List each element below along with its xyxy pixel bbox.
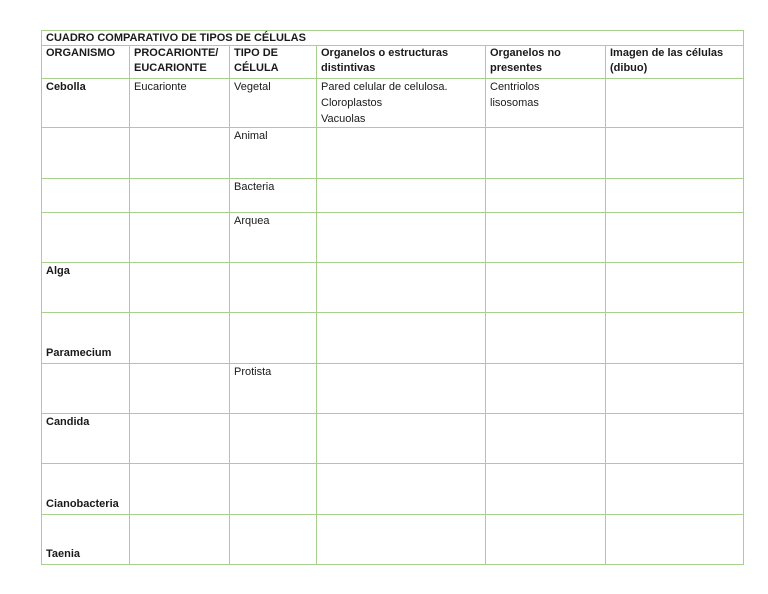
cell-organelos[interactable] xyxy=(317,364,486,414)
cell-tipo[interactable] xyxy=(130,263,230,313)
cell-organelos[interactable] xyxy=(317,179,486,213)
table-row xyxy=(42,128,744,179)
cell-celula[interactable]: Arquea xyxy=(230,213,317,263)
table-row xyxy=(42,414,744,464)
cell-imagen[interactable] xyxy=(606,364,744,414)
cell-imagen[interactable] xyxy=(606,263,744,313)
header-imagen: Imagen de las células (dibuo) xyxy=(606,46,744,79)
table-row xyxy=(42,364,744,414)
cell-organelos[interactable] xyxy=(317,128,486,179)
cell-organismo[interactable]: Cianobacteria xyxy=(42,464,130,515)
cell-no-presentes[interactable] xyxy=(486,414,606,464)
organelo-item: Cloroplastos xyxy=(321,97,383,109)
cell-tipo[interactable] xyxy=(130,464,230,515)
cell-imagen[interactable] xyxy=(606,464,744,515)
cell-no-presentes[interactable] xyxy=(486,364,606,414)
cell-no-presentes[interactable] xyxy=(486,464,606,515)
cell-organelos[interactable] xyxy=(317,414,486,464)
cell-no-presentes[interactable] xyxy=(486,79,606,128)
cell-organismo[interactable]: Cebolla xyxy=(42,79,130,128)
table-row xyxy=(42,515,744,565)
table-row xyxy=(42,263,744,313)
cell-organismo[interactable]: Taenia xyxy=(42,515,130,565)
comparison-table xyxy=(41,30,744,565)
organelo-item: Pared celular de celulosa. xyxy=(321,81,448,93)
cell-organismo[interactable]: Candida xyxy=(42,414,130,464)
cell-celula[interactable] xyxy=(230,464,317,515)
cell-tipo[interactable] xyxy=(130,213,230,263)
cell-imagen[interactable] xyxy=(606,213,744,263)
cell-tipo[interactable] xyxy=(130,515,230,565)
table-row xyxy=(42,464,744,515)
cell-tipo[interactable] xyxy=(130,128,230,179)
header-organismo: ORGANISMO xyxy=(42,46,130,79)
table-row xyxy=(42,179,744,213)
cell-imagen[interactable] xyxy=(606,414,744,464)
cell-tipo[interactable] xyxy=(130,364,230,414)
cell-celula[interactable] xyxy=(230,263,317,313)
cell-celula[interactable]: Protista xyxy=(230,364,317,414)
cell-celula[interactable] xyxy=(230,515,317,565)
cell-organismo[interactable] xyxy=(42,128,130,179)
cell-tipo[interactable] xyxy=(130,414,230,464)
cell-tipo[interactable] xyxy=(130,179,230,213)
no-presente-item: lisosomas xyxy=(490,97,539,109)
cell-no-presentes[interactable] xyxy=(486,515,606,565)
cell-imagen[interactable] xyxy=(606,313,744,364)
table-row xyxy=(42,79,744,128)
cell-organismo[interactable]: Alga xyxy=(42,263,130,313)
table-row xyxy=(42,313,744,364)
cell-organelos[interactable] xyxy=(317,464,486,515)
document-sheet xyxy=(41,30,743,565)
cell-celula[interactable]: Animal xyxy=(230,128,317,179)
cell-organismo[interactable] xyxy=(42,179,130,213)
title-row xyxy=(42,31,744,46)
cell-no-presentes[interactable] xyxy=(486,128,606,179)
cell-imagen[interactable] xyxy=(606,128,744,179)
cell-organelos[interactable] xyxy=(317,213,486,263)
organelo-item: Vacuolas xyxy=(321,113,366,125)
table-title: CUADRO COMPARATIVO DE TIPOS DE CÉLULAS xyxy=(42,31,744,46)
cell-organismo[interactable]: Paramecium xyxy=(42,313,130,364)
cell-organismo[interactable] xyxy=(42,213,130,263)
cell-tipo[interactable]: Eucarionte xyxy=(130,79,230,128)
cell-no-presentes[interactable] xyxy=(486,179,606,213)
cell-organelos[interactable] xyxy=(317,313,486,364)
header-row xyxy=(42,46,744,79)
cell-imagen[interactable] xyxy=(606,179,744,213)
cell-celula[interactable]: Vegetal xyxy=(230,79,317,128)
cell-organelos[interactable] xyxy=(317,515,486,565)
header-organelos-distintivos: Organelos o estructuras distintivas xyxy=(317,46,486,79)
cell-celula[interactable]: Bacteria xyxy=(230,179,317,213)
cell-organismo[interactable] xyxy=(42,364,130,414)
cell-no-presentes[interactable] xyxy=(486,213,606,263)
cell-celula[interactable] xyxy=(230,313,317,364)
table-row xyxy=(42,213,744,263)
header-tipo-de-celula: TIPO DE CÉLULA xyxy=(230,46,317,79)
header-organelos-no-presentes: Organelos no presentes xyxy=(486,46,606,79)
cell-imagen[interactable] xyxy=(606,79,744,128)
cell-imagen[interactable] xyxy=(606,515,744,565)
cell-organelos[interactable] xyxy=(317,79,486,128)
no-presente-item: Centriolos xyxy=(490,81,540,93)
cell-celula[interactable] xyxy=(230,414,317,464)
cell-tipo[interactable] xyxy=(130,313,230,364)
cell-no-presentes[interactable] xyxy=(486,313,606,364)
cell-organelos[interactable] xyxy=(317,263,486,313)
header-procarionte-eucarionte: PROCARIONTE/ EUCARIONTE xyxy=(130,46,230,79)
cell-no-presentes[interactable] xyxy=(486,263,606,313)
